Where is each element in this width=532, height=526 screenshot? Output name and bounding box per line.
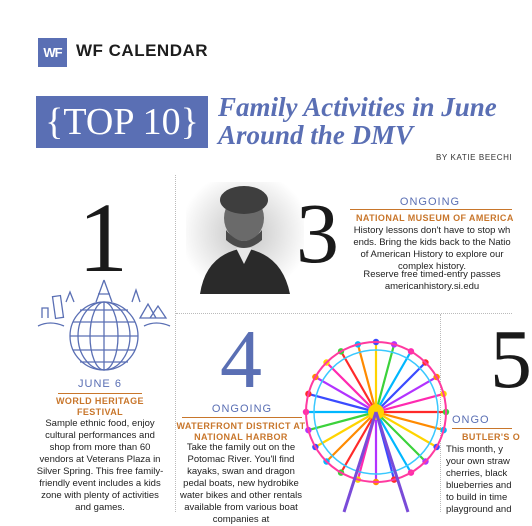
item-venue: BUTLER'S O: [462, 432, 521, 442]
item-note: Reserve free timed-entry passes americanhistory.si.edu: [363, 269, 501, 292]
item-description: History lessons don't have to stop wh ends. Bring the kids back to the Natio of American History to explore our complex history.: [353, 225, 511, 272]
divider: [58, 393, 142, 394]
item-venue: WATERFRONT DISTRICT AT NATIONAL HARBOR: [176, 421, 306, 442]
globe-landmarks-illustration: [36, 278, 172, 374]
item-status: ONGOING: [399, 196, 461, 208]
headline-line-1: Family Activities in June: [218, 92, 497, 122]
headline: [218, 93, 518, 149]
item-number: 1: [78, 182, 128, 293]
top10-badge: {TOP 10}: [36, 96, 208, 148]
ferris-wheel-illustration: [300, 320, 445, 512]
item-number: 3: [296, 185, 339, 281]
wf-logo: WF: [38, 38, 67, 67]
divider: [182, 417, 302, 418]
section-title: WF CALENDAR: [76, 41, 209, 60]
item-number: 4: [220, 313, 262, 406]
item-description: Sample ethnic food, enjoy cultural performances and shop from more than 60 vendors at Veterans Plaza in Silver Spring. This free family-friendly event includes a kids zone with plenty of activities and games.: [36, 418, 164, 513]
item-venue: WORLD HERITAGE FESTIVAL: [56, 396, 144, 417]
item-number: 5: [490, 313, 532, 406]
item-status: ONGOING: [211, 403, 273, 415]
item-venue: NATIONAL MUSEUM OF AMERICA: [356, 213, 514, 223]
item-description: Take the family out on the Potomac River. You'll find kayaks, swan and dragon pedal boats, new hydrobike water bikes and other rentals available from various boat companies at: [180, 442, 302, 525]
byline: BY KATIE BEECHI: [436, 153, 513, 162]
headline-line-2: Around the DMV: [218, 120, 414, 150]
portrait-engraving: [186, 182, 304, 294]
item-description: This month, y your own straw cherries, black blueberries and to build in time playground and: [446, 444, 512, 515]
item-status: ONGO: [452, 414, 490, 426]
divider: [452, 428, 512, 429]
divider: [350, 209, 512, 210]
item-date: JUNE 6: [78, 378, 122, 390]
